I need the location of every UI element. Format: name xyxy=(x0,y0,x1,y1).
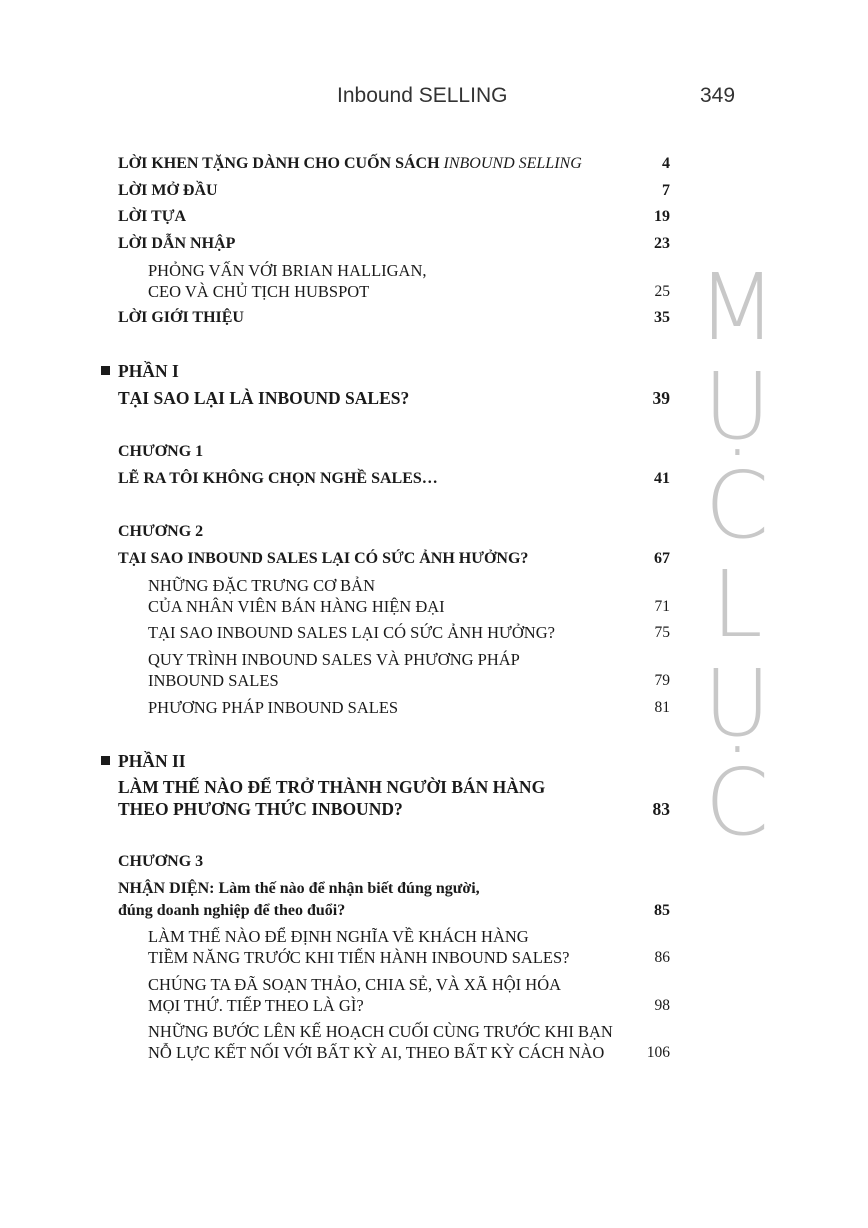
toc-entry-title: LỜI TỰA xyxy=(118,208,187,225)
page-number: 349 xyxy=(700,84,736,107)
toc-section xyxy=(148,974,670,1016)
toc-part-2-title xyxy=(118,776,670,820)
toc-chapter-3-title xyxy=(118,878,670,922)
toc-entry-loi-tua xyxy=(118,206,670,228)
part-bullet-icon xyxy=(101,756,110,765)
toc-entry-title-line2: NỖ LỰC KẾT NỐI VỚI BẤT KỲ AI, THEO BẤT KỲ CÁCH NÀO xyxy=(148,1043,605,1062)
toc-entry-title: CHÚNG TA ĐÃ SOẠN THẢO, CHIA SẺ, VÀ XÃ HỘI HÓA xyxy=(148,975,562,994)
side-title-muc-luc xyxy=(692,254,782,856)
toc-section xyxy=(148,575,670,617)
side-title-letter: L xyxy=(711,551,763,658)
toc-section xyxy=(148,926,670,968)
toc-entry-title-line2: đúng doanh nghiệp để theo đuổi? xyxy=(118,902,346,919)
toc-entry-title: PHƯƠNG PHÁP INBOUND SALES xyxy=(148,698,399,717)
toc-entry-phong-van xyxy=(148,260,670,302)
toc-entry-title-line2: CEO VÀ CHỦ TỊCH HUBSPOT xyxy=(148,282,370,301)
toc-entry-title-line2: MỌI THỨ. TIẾP THEO LÀ GÌ? xyxy=(148,996,364,1015)
toc-entry-title: LẼ RA TÔI KHÔNG CHỌN NGHỀ SALES… xyxy=(118,470,438,487)
toc-chapter-1-title xyxy=(118,468,670,490)
chapter-label: CHƯƠNG 3 xyxy=(118,853,204,870)
side-title-letter: Ụ xyxy=(703,353,771,460)
toc-entry-page: 83 xyxy=(652,799,670,819)
toc-entry-title: LỜI MỞ ĐẦU xyxy=(118,182,218,199)
toc-entry-title-line2: INBOUND SALES xyxy=(148,671,279,690)
toc-entry-title: TẠI SAO LẠI LÀ INBOUND SALES? xyxy=(118,388,410,408)
part-label: PHẦN I xyxy=(118,361,179,381)
toc-entry-title-italic: INBOUND SELLING xyxy=(443,155,582,172)
toc-entry-page: 7 xyxy=(662,182,670,199)
toc-entry-title: NHỮNG ĐẶC TRƯNG CƠ BẢN xyxy=(148,576,375,595)
part-bullet-icon xyxy=(101,366,110,375)
toc-entry-loi-dan-nhap xyxy=(118,233,670,255)
side-title-letter: C xyxy=(704,749,770,856)
toc-entry-page: 71 xyxy=(654,598,670,615)
chapter-label: CHƯƠNG 1 xyxy=(118,443,204,460)
toc-entry-page: 41 xyxy=(654,470,670,487)
toc-entry-loi-khen-tang xyxy=(118,153,670,175)
toc-entry-page: 79 xyxy=(654,672,670,689)
toc-entry-page: 67 xyxy=(654,550,670,567)
toc-entry-title: PHỎNG VẤN VỚI BRIAN HALLIGAN, xyxy=(148,261,427,280)
toc-entry-page: 25 xyxy=(654,283,670,300)
toc-section xyxy=(148,622,670,643)
toc-chapter-2-title xyxy=(118,548,670,570)
toc-part-1-title xyxy=(118,387,670,409)
toc-entry-page: 39 xyxy=(652,388,670,408)
toc-entry-title: LỜI DẪN NHẬP xyxy=(118,235,236,252)
toc-entry-title: TẠI SAO INBOUND SALES LẠI CÓ SỨC ẢNH HƯỞNG? xyxy=(148,623,555,642)
toc-entry-title-line2: CỦA NHÂN VIÊN BÁN HÀNG HIỆN ĐẠI xyxy=(148,597,445,616)
toc-entry-title-line2: THEO PHƯƠNG THỨC INBOUND? xyxy=(118,799,403,819)
toc-entry-loi-mo-dau xyxy=(118,180,670,202)
toc-section xyxy=(148,1021,670,1063)
toc-section xyxy=(148,649,670,691)
toc-entry-title: LÀM THẾ NÀO ĐỂ TRỞ THÀNH NGƯỜI BÁN HÀNG xyxy=(118,777,546,797)
toc-entry-page: 86 xyxy=(654,949,670,966)
chapter-label: CHƯƠNG 2 xyxy=(118,523,204,540)
toc-entry-title: NHẬN DIỆN: Làm thế nào để nhận biết đúng người, xyxy=(118,880,480,897)
toc-entry-page: 19 xyxy=(654,208,670,225)
toc-entry-title: LÀM THẾ NÀO ĐỂ ĐỊNH NGHĨA VỀ KHÁCH HÀNG xyxy=(148,927,529,946)
toc-entry-title: QUY TRÌNH INBOUND SALES VÀ PHƯƠNG PHÁP xyxy=(148,650,520,669)
toc-entry-loi-gioi-thieu xyxy=(118,307,670,329)
toc-entry-title: LỜI KHEN TẶNG DÀNH CHO CUỐN SÁCH xyxy=(118,155,444,172)
toc-entry-page: 106 xyxy=(646,1044,670,1061)
side-title-letter: M xyxy=(697,254,777,361)
toc-entry-title-line2: TIỀM NĂNG TRƯỚC KHI TIẾN HÀNH INBOUND SALES? xyxy=(148,948,570,967)
running-title: Inbound SELLING xyxy=(337,84,508,107)
toc-entry-page: 23 xyxy=(654,235,670,252)
toc-entry-title: TẠI SAO INBOUND SALES LẠI CÓ SỨC ẢNH HƯỞNG? xyxy=(118,550,529,567)
toc-entry-title: LỜI GIỚI THIỆU xyxy=(118,309,244,326)
toc-entry-page: 75 xyxy=(654,624,670,641)
toc-section xyxy=(148,697,670,718)
side-title-letter: Ụ xyxy=(703,650,771,757)
side-title-letter: C xyxy=(704,452,770,559)
toc-entry-title: NHỮNG BƯỚC LÊN KẾ HOẠCH CUỐI CÙNG TRƯỚC KHI BẠN xyxy=(148,1022,613,1041)
toc-entry-page: 81 xyxy=(654,699,670,716)
toc-entry-page: 98 xyxy=(654,997,670,1014)
part-label: PHẦN II xyxy=(118,751,186,771)
toc-entry-page: 4 xyxy=(662,155,670,172)
toc-entry-page: 35 xyxy=(654,309,670,326)
toc-entry-page: 85 xyxy=(654,902,670,919)
